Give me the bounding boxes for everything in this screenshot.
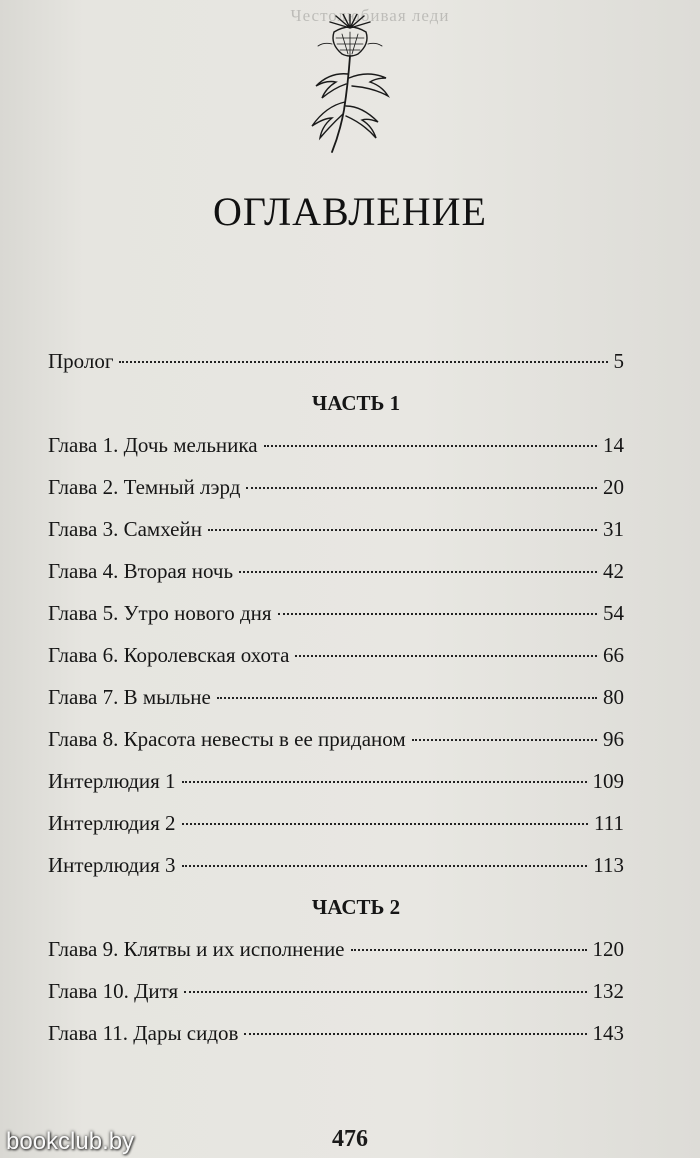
dot-leader bbox=[264, 445, 597, 447]
toc-entry-title: Интерлюдия 3 bbox=[48, 853, 176, 877]
toc-entry bbox=[48, 550, 624, 592]
toc-entry-page: 14 bbox=[603, 433, 624, 457]
toc-entry-page: 111 bbox=[594, 811, 624, 835]
toc-entry-title: Глава 1. Дочь мельника bbox=[48, 433, 258, 457]
toc-entry-page: 20 bbox=[603, 475, 624, 499]
toc-entry-page: 96 bbox=[603, 727, 624, 751]
toc-entry bbox=[48, 718, 624, 760]
toc-entry-title: Глава 3. Самхейн bbox=[48, 517, 202, 541]
dot-leader bbox=[119, 361, 607, 363]
running-header-bleed-through: Честолюбивая леди bbox=[290, 6, 450, 25]
toc-entry bbox=[48, 508, 624, 550]
toc-entry-title: Интерлюдия 1 bbox=[48, 769, 176, 793]
toc-entry bbox=[48, 970, 624, 1012]
toc-entry-title: Глава 5. Утро нового дня bbox=[48, 601, 272, 625]
toc-entry-page: 132 bbox=[592, 979, 624, 1003]
dot-leader bbox=[278, 613, 597, 615]
toc-entry-page: 66 bbox=[603, 643, 624, 667]
toc-entry-title: Интерлюдия 2 bbox=[48, 811, 176, 835]
dot-leader bbox=[246, 487, 597, 489]
dot-leader bbox=[351, 949, 587, 951]
dot-leader bbox=[208, 529, 597, 531]
toc-entry-page: 80 bbox=[603, 685, 624, 709]
toc-entry bbox=[48, 760, 624, 802]
part-heading: ЧАСТЬ 1 bbox=[311, 391, 401, 415]
toc-entry bbox=[48, 424, 624, 466]
toc-entry-page: 113 bbox=[593, 853, 624, 877]
dot-leader bbox=[239, 571, 597, 573]
toc-entry bbox=[48, 1012, 624, 1054]
dot-leader bbox=[244, 1033, 586, 1035]
toc-entry bbox=[48, 802, 624, 844]
toc-entry-title: Глава 2. Темный лэрд bbox=[48, 475, 241, 499]
toc-entry-title: Глава 6. Королевская охота bbox=[48, 643, 290, 667]
dot-leader bbox=[182, 823, 588, 825]
toc-entry bbox=[48, 340, 624, 382]
dot-leader bbox=[295, 655, 597, 657]
dot-leader bbox=[412, 739, 597, 741]
toc-entry-title: Пролог bbox=[48, 349, 114, 373]
part-heading: ЧАСТЬ 2 bbox=[311, 895, 401, 919]
toc-entry bbox=[48, 844, 624, 886]
dot-leader bbox=[217, 697, 597, 699]
toc-entry-title: Глава 11. Дары сидов bbox=[48, 1021, 239, 1045]
dot-leader bbox=[182, 781, 587, 783]
toc-title: ОГЛАВЛЕНИЕ bbox=[213, 189, 487, 234]
toc-entry-title: Глава 4. Вторая ночь bbox=[48, 559, 234, 583]
toc-entry-title: Глава 9. Клятвы и их исполнение bbox=[48, 937, 345, 961]
toc-entry-title: Глава 10. Дитя bbox=[48, 979, 179, 1003]
table-of-contents bbox=[48, 340, 624, 1054]
toc-entry-page: 120 bbox=[592, 937, 624, 961]
toc-entry-page: 109 bbox=[592, 769, 624, 793]
watermark-logo: bookclub.by bbox=[6, 1128, 135, 1155]
dot-leader bbox=[182, 865, 588, 867]
toc-entry bbox=[48, 928, 624, 970]
dot-leader bbox=[184, 991, 586, 993]
toc-entry-title: Глава 7. В мыльне bbox=[48, 685, 211, 709]
toc-entry-page: 54 bbox=[603, 601, 624, 625]
toc-entry bbox=[48, 466, 624, 508]
toc-entry-page: 31 bbox=[603, 517, 624, 541]
toc-entry bbox=[48, 592, 624, 634]
toc-entry-page: 143 bbox=[592, 1021, 624, 1045]
toc-entry bbox=[48, 634, 624, 676]
toc-entry-page: 42 bbox=[603, 559, 624, 583]
toc-entry-title: Глава 8. Красота невесты в ее приданом bbox=[48, 727, 406, 751]
toc-entry bbox=[48, 676, 624, 718]
thistle-icon bbox=[296, 14, 404, 154]
page-number: 476 bbox=[332, 1126, 368, 1152]
toc-entry-page: 5 bbox=[613, 349, 624, 373]
